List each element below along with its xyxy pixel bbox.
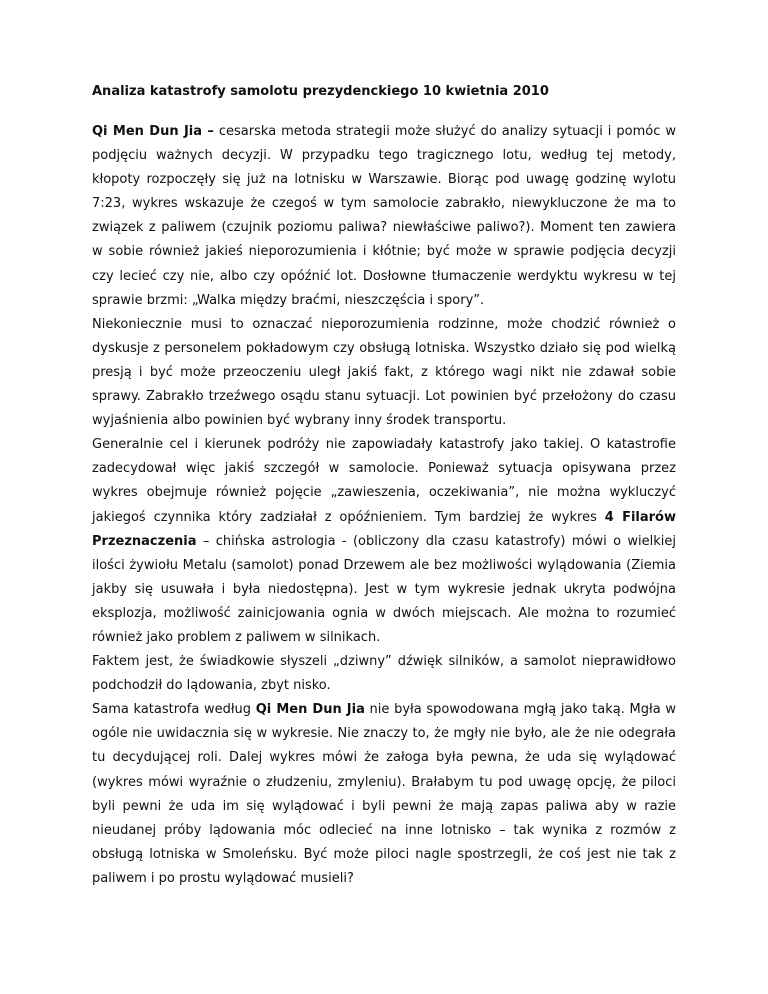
document-page [92,80,676,891]
paragraph-5 [92,698,676,891]
paragraph-5-text-1: Sama katastrofa według [92,702,256,718]
paragraph-4: Faktem jest, że świadkowie słyszeli „dziwny” dźwięk silników, a samolot nieprawidłowo podchodził do lądowania, zbyt nisko. [92,654,676,694]
paragraph-1-lead: Qi Men Dun Jia – [92,124,214,139]
paragraph-5-text-2: nie była spowodowana mgłą jako taką. Mgła w ogóle nie uwidacznia się w wykresie. Nie znaczy to, że mgły nie było, ale że nie odegrała tu decydującej roli. Dalej wykres mówi że załoga była pewna, że uda się wylądować (wykres mówi wyraźnie o złudzeniu, zmyleniu). Brałabym tu pod uwagę opcję, że piloci byli pewni że uda im się wylądować i byli pewni że mają zapas paliwa aby w razie nieudanej próby lądowania móc odlecieć na inne lotnisko – tak wynika z rozmów z obsługą lotniska w Smoleńsku. Być może piloci nagle spostrzegli, że coś jest nie tak z paliwem i po prostu wylądować musieli? [92,702,676,886]
paragraph-5-bold: Qi Men Dun Jia [255,702,365,718]
paragraph-2: Niekoniecznie musi to oznaczać nieporozumienia rodzinne, może chodzić również o dyskusje z personelem pokładowym czy obsługą lotniska. Wszystko działo się pod wielką presją i być może przeoczeniu uległ jakiś fakt, z którego wagi nikt nie zdawał sobie sprawy. Zabrakło trzeźwego osądu stanu sytuacji. Lot powinien być przełożony do czasu wyjaśnienia albo powinien być wybrany inny środek transportu. [92,316,676,429]
paragraph-3 [92,433,676,650]
document-title: Analiza katastrofy samolotu prezydenckiego 10 kwietnia 2010 [92,84,549,99]
paragraph-1-text: cesarska metoda strategii może służyć do analizy sytuacji i pomóc w podjęciu ważnych decyzji. W przypadku tego tragicznego lotu, według tej metody, kłopoty rozpoczęły się już na lotnisku w Warszawie. Biorąc pod uwagę godzinę wylotu 7:23, wykres wskazuje że czegoś w tym samolocie zabrakło, niewykluczone że ma to związek z paliwem (czujnik poziomu paliwa? niewłaściwe paliwo?). Moment ten zawiera w sobie również jakieś nieporozumienia i kłótnie; być może w sprawie podjęcia decyzji czy lecieć czy nie, albo czy opóźnić lot. Dosłowne tłumaczenie werdyktu wykresu w tej sprawie brzmi: „Walka między braćmi, nieszczęścia i spory”. [92,124,676,308]
paragraph-1 [92,120,676,313]
paragraph-3-text-2: – chińska astrologia - (obliczony dla czasu katastrofy) mówi o wielkiej ilości żywiołu Metalu (samolot) ponad Drzewem ale bez możliwości wylądowania (Ziemia jakby się usuwała i była niedostępna). Jest w tym wykresie jednak ukryta podwójna eksplozja, możliwość zainicjowania ognia w dwóch miejscach. Ale można to rozumieć również jako problem z paliwem w silnikach. [92,533,676,645]
paragraph-3-bold: 4 Filarów Przeznaczenia [92,509,676,549]
paragraph-3-text-1: Generalnie cel i kierunek podróży nie zapowiadały katastrofy jako takiej. O katastrofie zadecydował więc jakiś szczegół w samolocie. Ponieważ sytuacja opisywana przez wykres obejmuje również pojęcie „zawieszenia, oczekiwania”, nie można wykluczyć jakiegoś czynnika który zadziałał z opóźnieniem. Tym bardziej że wykres [92,437,676,525]
